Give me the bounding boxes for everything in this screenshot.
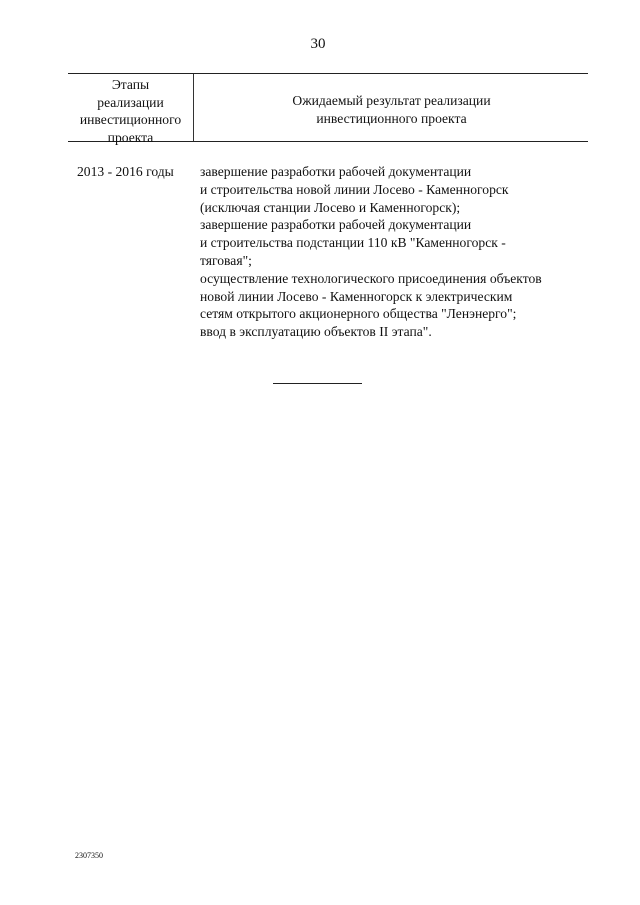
header-stages-line: проекта	[107, 129, 154, 145]
header-column-divider	[193, 74, 194, 141]
result-line: завершение разработки рабочей документации	[200, 164, 472, 179]
result-line: новой линии Лосево - Каменногорск к электрическим	[200, 288, 513, 304]
page-number: 30	[310, 36, 326, 52]
header-stages-column	[68, 76, 193, 146]
result-line: и строительства подстанции 110 кВ "Каменногорск -	[200, 235, 506, 251]
row-period: 2013 - 2016 годы	[77, 164, 174, 179]
row-result	[200, 163, 590, 341]
header-result-line: Ожидаемый результат реализации	[292, 93, 491, 108]
result-line: ввод в эксплуатацию объектов II этапа".	[200, 324, 432, 340]
header-result-column	[195, 92, 588, 127]
result-line: осуществление технологического присоединения объектов	[200, 270, 542, 286]
end-of-document-rule	[273, 383, 362, 384]
document-code: 2307350	[75, 851, 103, 860]
header-stages-line: инвестиционного	[79, 112, 182, 127]
result-line: завершение разработки рабочей документации	[200, 217, 472, 233]
header-stages-line: Этапы	[111, 77, 150, 92]
header-stages-line: реализации	[97, 94, 164, 110]
header-result-line: инвестиционного проекта	[316, 110, 467, 126]
result-line: (исключая станции Лосево и Каменногорск);	[200, 199, 461, 215]
result-line: тяговая";	[200, 252, 252, 268]
result-line: сетям открытого акционерного общества "Ленэнерго";	[200, 306, 517, 322]
table-top-rule	[68, 73, 588, 74]
result-line: и строительства новой линии Лосево - Каменногорск	[200, 181, 509, 197]
